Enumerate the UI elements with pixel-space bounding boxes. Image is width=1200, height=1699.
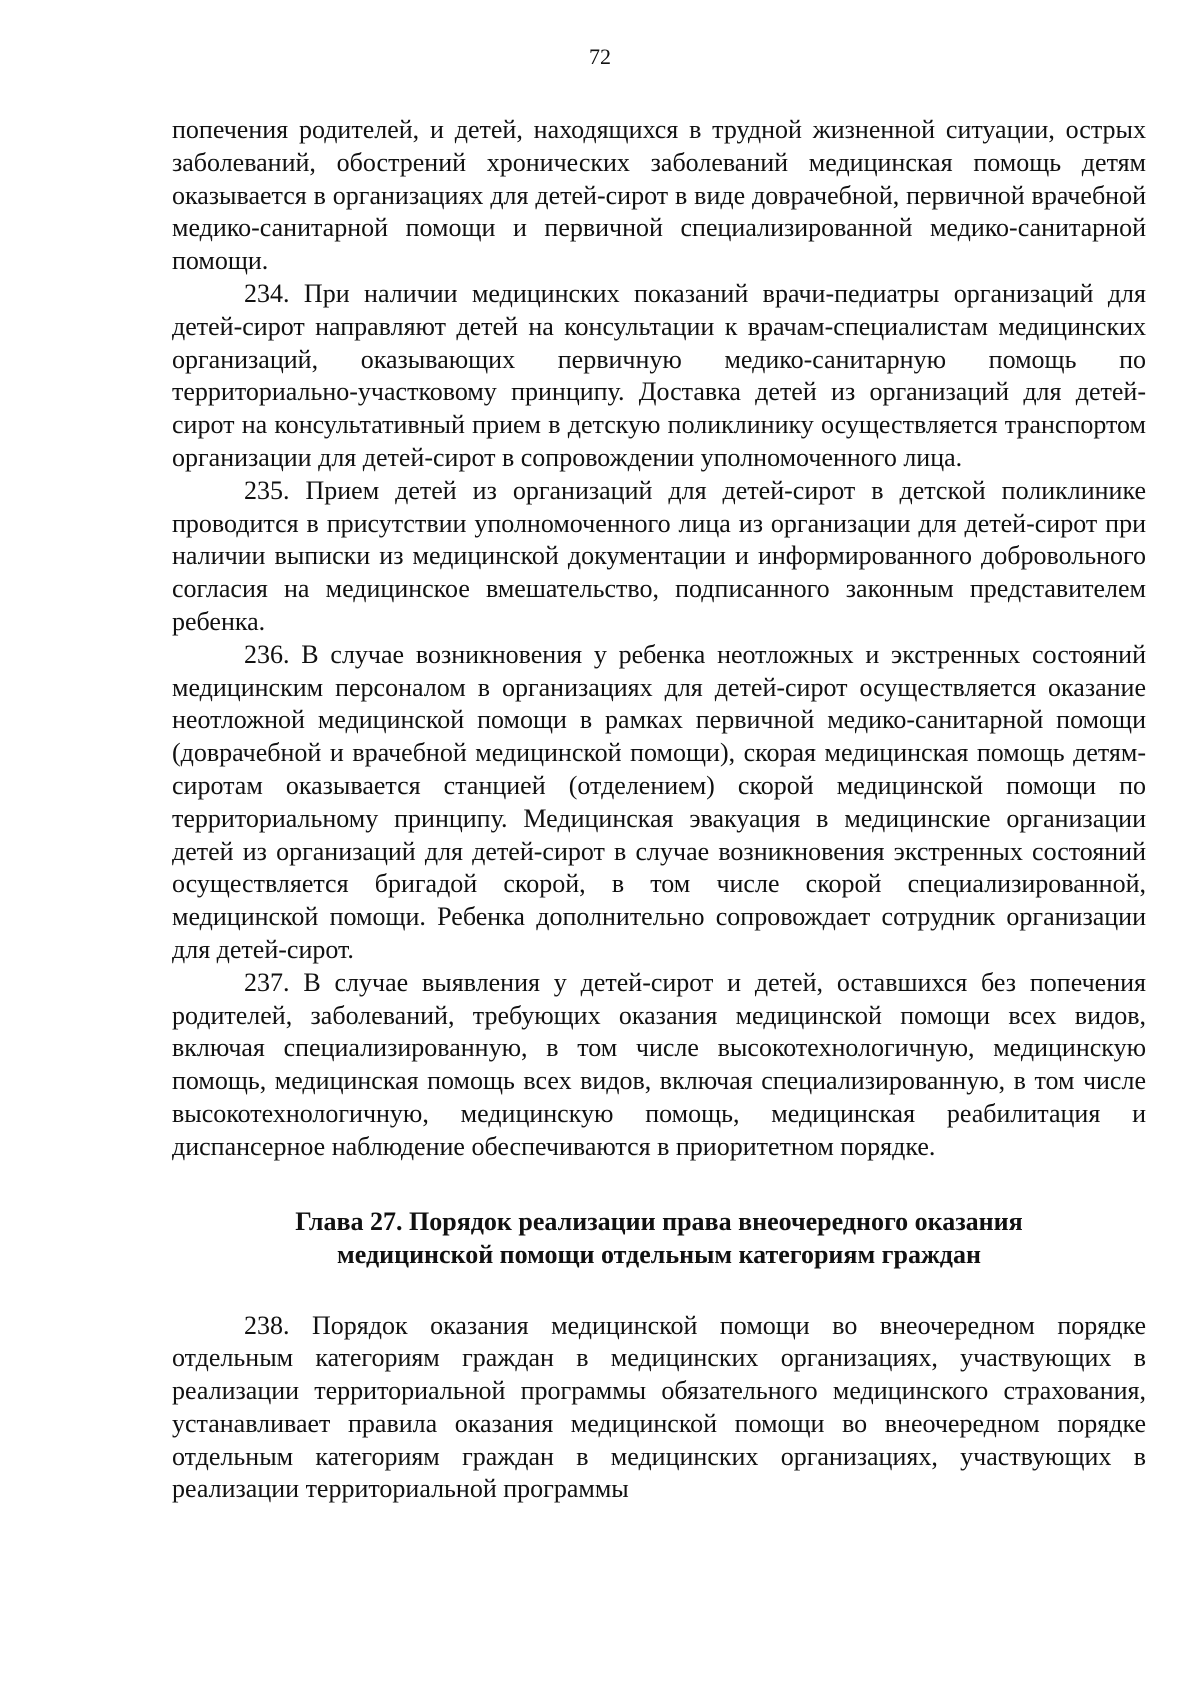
chapter-heading-line-2: медицинской помощи отдельным категориям граждан: [337, 1239, 981, 1269]
page-number: 72: [589, 44, 611, 69]
paragraph-236: 236. В случае возникновения у ребенка неотложных и экстренных состояний медицинским персоналом в организациях для детей-сирот осуществляется оказание неотложной медицинской помощи в рамках первичной медико-санитарной помощи (доврачебной и врачебной медицинской помощи), скорая медицинская помощь детям-сиротам оказывается станцией (отделением) скорой медицинской помощи по территориальному принципу. Медицинская эвакуация в медицинские организации детей из организаций для детей-сирот в случае возникновения экстренных состояний осуществляется бригадой скорой, в том числе скорой специализированной, медицинской помощи. Ребенка дополнительно сопровождает сотрудник организации для детей-сирот.: [172, 639, 1146, 964]
paragraph-237: 237. В случае выявления у детей-сирот и детей, оставшихся без попечения родителей, заболеваний, требующих оказания медицинской помощи всех видов, включая специализированную, в том числе высокотехнологичную, медицинскую помощь, медицинская помощь всех видов, включая специализированную, в том числе высокотехнологичную, медицинскую помощь, медицинская реабилитация и диспансерное наблюдение обеспечиваются в приоритетном порядке.: [172, 967, 1146, 1161]
chapter-heading-line-1: Глава 27. Порядок реализации права внеочередного оказания: [295, 1206, 1023, 1236]
chapter-heading: [172, 1205, 1146, 1271]
paragraph-234: 234. При наличии медицинских показаний врачи-педиатры организаций для детей-сирот направляют детей на консультации к врачам-специалистам медицинских организаций, оказывающих первичную медико-санитарную помощь по территориально-участковому принципу. Доставка детей из организаций для детей-сирот на консультативный прием в детскую поликлинику осуществляется транспортом организации для детей-сирот в сопровождении уполномоченного лица.: [172, 278, 1146, 472]
document-body: [172, 114, 1146, 1506]
paragraph-238: 238. Порядок оказания медицинской помощи во внеочередном порядке отдельным категориям граждан в медицинских организациях, участвующих в реализации территориальной программы обязательного медицинского страхования, устанавливает правила оказания медицинской помощи во внеочередном порядке отдельным категориям граждан в медицинских организациях, участвующих в реализации территориальной программы: [172, 1310, 1146, 1504]
paragraph-235: 235. Прием детей из организаций для детей-сирот в детской поликлинике проводится в присутствии уполномоченного лица из организации для детей-сирот при наличии выписки из медицинской документации и информированного добровольного согласия на медицинское вмешательство, подписанного законным представителем ребенка.: [172, 475, 1146, 636]
paragraph-continuation: попечения родителей, и детей, находящихся в трудной жизненной ситуации, острых заболеваний, обострений хронических заболеваний медицинская помощь детям оказывается в организациях для детей-сирот в виде доврачебной, первичной врачебной медико-санитарной помощи и первичной специализированной медико-санитарной помощи.: [172, 115, 1146, 276]
